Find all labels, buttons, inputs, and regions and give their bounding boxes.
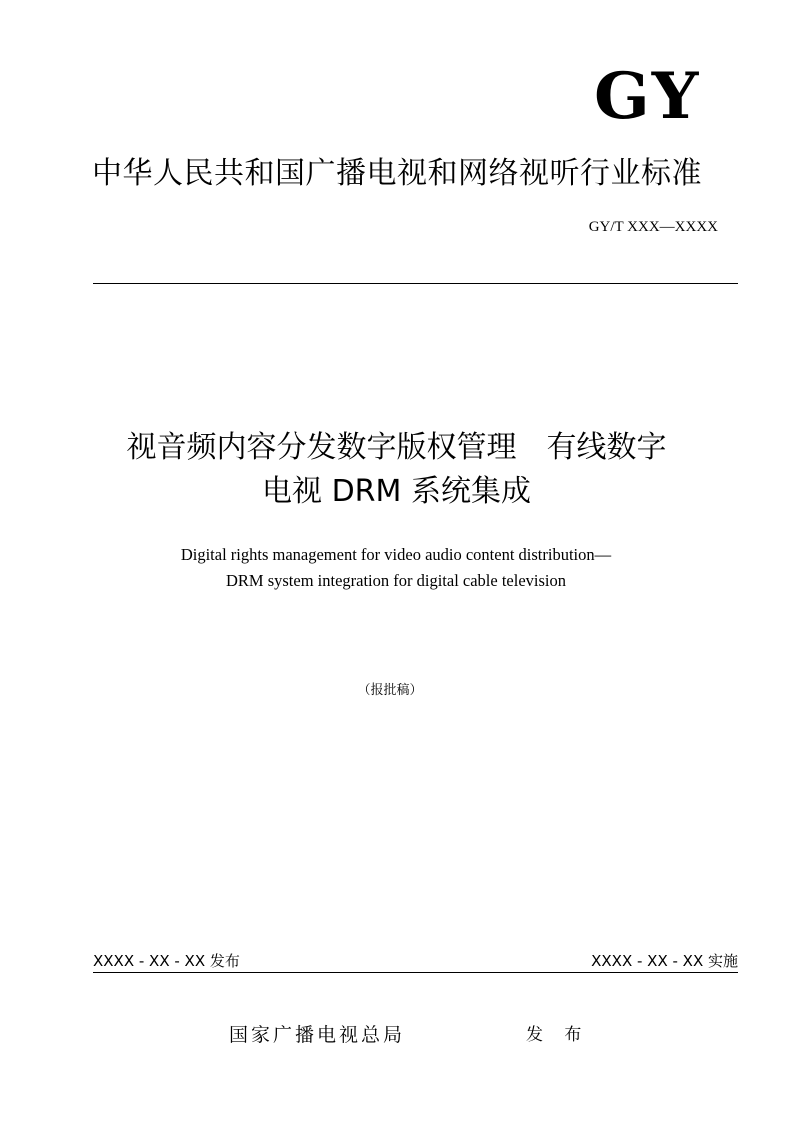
issuing-authority: 国家广播电视总局 [229, 1024, 406, 1046]
issue-verb: 发 布 [526, 1025, 590, 1045]
chinese-title-line-2: 电视 DRM 系统集成 [262, 474, 531, 509]
standard-number: GY/T XXX—XXXX [588, 219, 718, 235]
dates-row [93, 950, 738, 973]
english-title-line-2: DRM system integration for digital cable television [225, 571, 566, 590]
english-title [96, 542, 696, 594]
chinese-title-line-1: 视音频内容分发数字版权管理 有线数字 [126, 430, 667, 465]
chinese-title [60, 426, 733, 514]
draft-stage-label: （报批稿） [357, 683, 423, 698]
gy-logo: GY [594, 59, 701, 134]
header-divider [93, 283, 738, 284]
issue-date: XXXX - XX - XX 发布 [93, 952, 240, 970]
english-title-line-1: Digital rights management for video audio content distribution— [180, 545, 612, 564]
industry-standard-heading: 中华人民共和国广播电视和网络视听行业标准 [92, 156, 702, 191]
implementation-date: XXXX - XX - XX 实施 [591, 952, 738, 970]
